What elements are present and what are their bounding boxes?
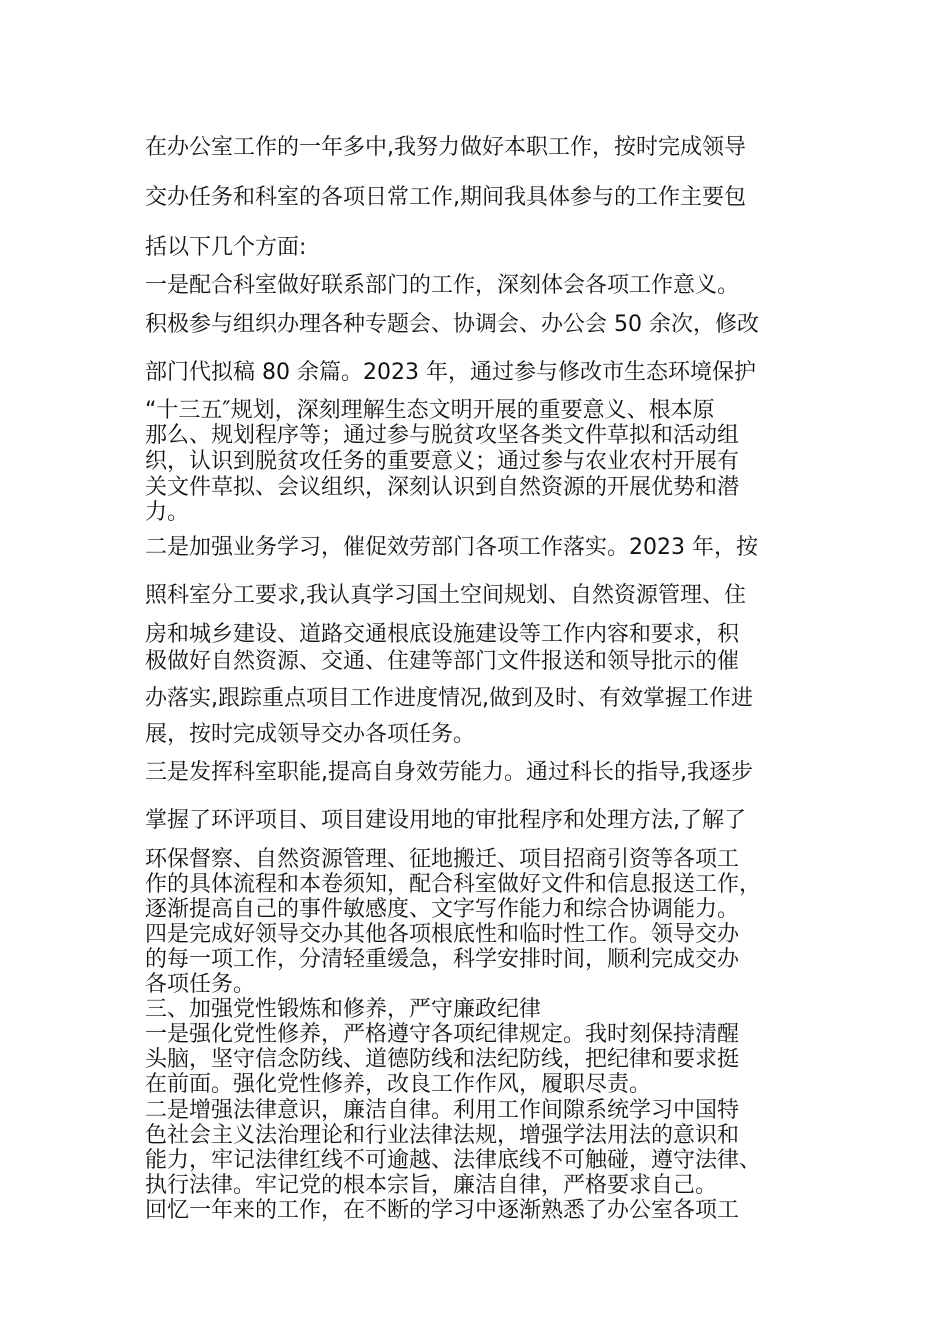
text-line: 二是加强业务学习，催促效劳部门各项工作落实。2023 年，按 (145, 535, 758, 560)
text-line: 作的具体流程和本卷须知，配合科室做好文件和信息报送工作， (145, 872, 762, 897)
text-line: 括以下几个方面: (145, 235, 307, 260)
text-line: 织，认识到脱贫攻任务的重要意义；通过参与农业农村开展有 (145, 449, 740, 474)
text-line: 掌握了环评项目、项目建设用地的审批程序和处理方法,了解了 (145, 808, 746, 833)
text-line: 在前面。强化党性修养，改良工作作风，履职尽责。 (145, 1072, 652, 1097)
text-line: 照科室分工要求,我认真学习国土空间规划、自然资源管理、住 (145, 583, 746, 608)
text-line: 一是配合科室做好联系部门的工作，深刻体会各项工作意义。 (145, 273, 740, 298)
text-line: 头脑，坚守信念防线、道德防线和法纪防线，把纪律和要求挺 (145, 1047, 740, 1072)
text-line: 二是增强法律意识，廉洁自律。利用工作间隙系统学习中国特 (145, 1098, 740, 1123)
text-line: 在办公室工作的一年多中,我努力做好本职工作，按时完成领导 (145, 135, 746, 160)
text-line: “十三五″规划，深刻理解生态文明开展的重要意义、根本原 (145, 398, 715, 423)
text-line: 逐渐提高自己的事件敏感度、文字写作能力和综合协调能力。 (145, 897, 740, 922)
text-line: 环保督察、自然资源管理、征地搬迁、项目招商引资等各项工 (145, 847, 740, 872)
text-line: 力。 (145, 500, 190, 525)
text-line: 一是强化党性修养，严格遵守各项纪律规定。我时刻保持清醒 (145, 1022, 740, 1047)
text-line: 回忆一年来的工作，在不断的学习中逐渐熟悉了办公室各项工 (145, 1198, 740, 1223)
text-line: 执行法律。牢记党的根本宗旨，廉洁自律，严格要求自己。 (145, 1173, 718, 1198)
text-line: 能力，牢记法律红线不可逾越、法律底线不可触碰，遵守法律、 (145, 1148, 762, 1173)
text-line: 展，按时完成领导交办各项任务。 (145, 722, 476, 747)
text-line: 色社会主义法治理论和行业法律法规，增强学法用法的意识和 (145, 1123, 740, 1148)
text-line: 关文件草拟、会议组织，深刻认识到自然资源的开展优势和潜 (145, 475, 740, 500)
text-line: 四是完成好领导交办其他各项根底性和临时性工作。领导交办 (145, 922, 740, 947)
text-line: 各项任务。 (145, 972, 256, 997)
text-line: 的每一项工作，分清轻重缓急，科学安排时间，顺利完成交办 (145, 947, 740, 972)
text-line: 那么、规划程序等；通过参与脱贫攻坚各类文件草拟和活动组 (145, 423, 740, 448)
text-line: 部门代拟稿 80 余篇。2023 年，通过参与修改市生态环境保护 (145, 360, 756, 385)
text-line: 房和城乡建设、道路交通根底设施建设等工作内容和要求，积 (145, 622, 740, 647)
text-line: 极做好自然资源、交通、住建等部门文件报送和领导批示的催 (145, 649, 740, 674)
text-line: 办落实,跟踪重点项目工作进度情况,做到及时、有效掌握工作进 (145, 686, 753, 711)
text-line: 积极参与组织办理各种专题会、协调会、办公会 50 余次，修改 (145, 312, 759, 337)
section-heading: 三、加强党性锻炼和修养，严守廉政纪律 (145, 997, 542, 1022)
text-line: 三是发挥科室职能,提高自身效劳能力。通过科长的指导,我逐步 (145, 760, 753, 785)
text-line: 交办任务和科室的各项日常工作,期间我具体参与的工作主要包 (145, 185, 746, 210)
